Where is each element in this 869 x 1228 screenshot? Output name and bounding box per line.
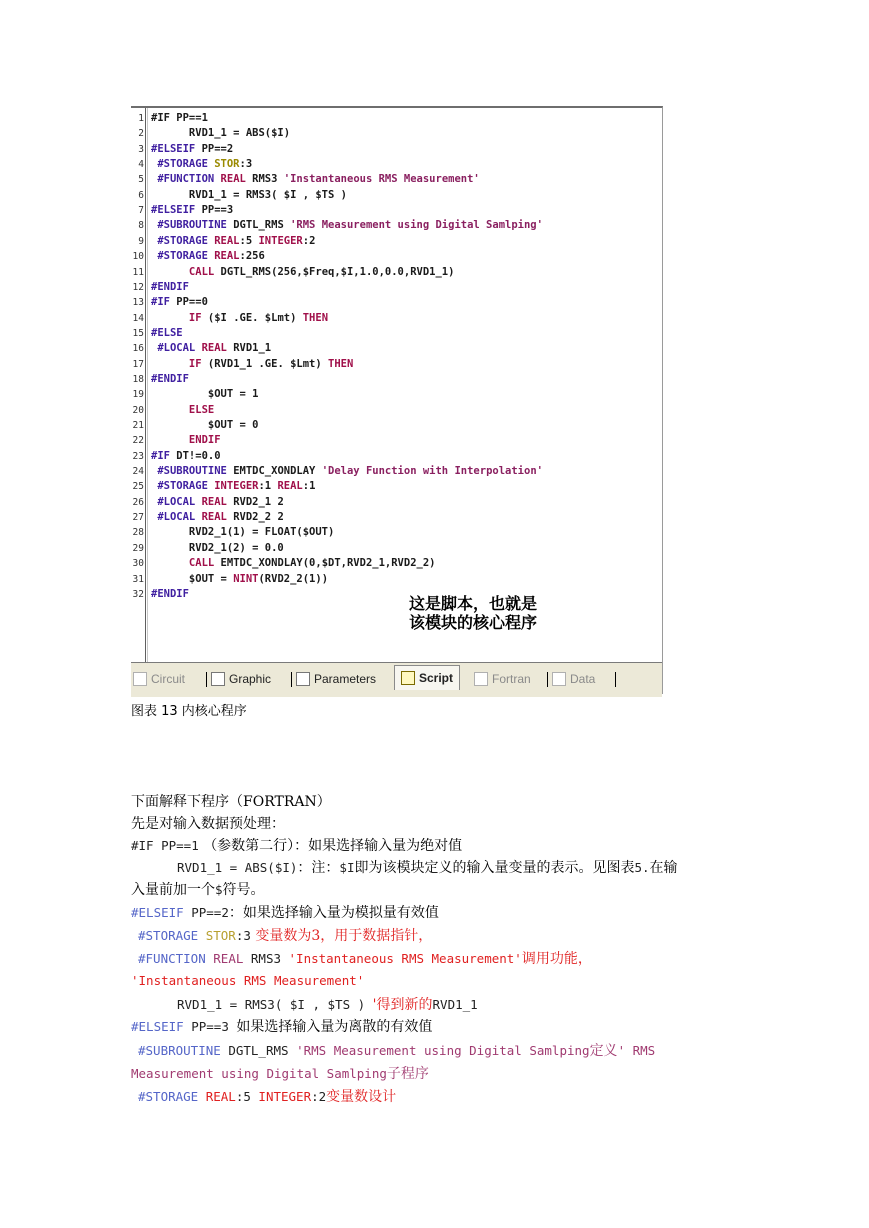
- code-text: [151, 433, 221, 448]
- tab-fortran-label: Fortran: [492, 672, 531, 686]
- line-number: 15: [132, 327, 144, 339]
- line-number: 27: [132, 512, 144, 524]
- code-snippet: PP==3: [183, 1019, 237, 1034]
- line-number: 4: [138, 159, 144, 171]
- code-snippet: :5: [235, 1089, 259, 1104]
- tab-circuit[interactable]: [133, 669, 185, 689]
- line-number: 29: [132, 542, 144, 554]
- code-text: [151, 495, 284, 510]
- explanation-text: 入量前加一个: [131, 882, 215, 898]
- code-token: DT!=0.0: [169, 449, 221, 462]
- code-token: :256: [239, 250, 265, 263]
- code-text: [151, 111, 208, 126]
- line-number: 23: [132, 450, 144, 462]
- annotation-line-2: 该模块的核心程序: [409, 613, 538, 632]
- string-literal: ' RMS: [617, 1043, 656, 1058]
- tab-separator: [206, 672, 207, 687]
- line-number: 19: [132, 389, 144, 401]
- code-token: RMS3: [245, 173, 284, 186]
- code-token: #IF: [151, 296, 170, 309]
- code-token: $OUT = 0: [151, 419, 259, 431]
- script-editor-screenshot: [131, 106, 663, 694]
- code-token: DGTL_RMS: [233, 219, 291, 232]
- code-snippet: #IF PP==1: [131, 838, 199, 853]
- code-snippet: RVD1_1 = RMS3( $I , $TS ): [177, 997, 373, 1012]
- doc-paragraph-2: 先是对输入数据预处理：: [131, 816, 285, 832]
- code-text: [151, 387, 258, 402]
- code-token: #IF PP==1: [151, 112, 208, 124]
- code-token: RVD2_1(1) = FLOAT($OUT): [151, 526, 335, 539]
- code-token: ENDIF: [151, 434, 221, 447]
- code-token: #ELSEIF: [151, 142, 196, 155]
- code-token: 'Instantaneous RMS Measurement': [283, 173, 480, 186]
- line-number: 7: [138, 205, 144, 217]
- code-token: RVD2_2 2: [226, 511, 284, 524]
- code-token: #STORAGE: [151, 158, 215, 171]
- doc-line-rms3: [177, 995, 478, 1015]
- code-token: #ENDIF: [151, 372, 189, 385]
- code-token: CALL: [151, 265, 221, 278]
- code-text: [151, 510, 284, 525]
- tab-script[interactable]: [394, 665, 460, 690]
- doc-line-elseif-pp3: [131, 1017, 432, 1037]
- code-token: ($I .GE. $Lmt): [207, 311, 303, 324]
- code-text: [151, 311, 328, 326]
- code-text: [151, 172, 480, 187]
- code-snippet: $I: [339, 860, 355, 875]
- string-literal: 'Instantaneous RMS Measurement': [288, 951, 522, 966]
- doc-line-if-pp1: [131, 836, 462, 856]
- code-snippet: PP==2: [183, 905, 229, 920]
- code-text: [151, 126, 290, 141]
- code-text: [151, 280, 189, 295]
- type-keyword: REAL: [213, 951, 244, 966]
- code-text: [151, 403, 214, 418]
- doc-line-elseif-pp2: [131, 903, 439, 923]
- keyword: #STORAGE: [138, 928, 206, 943]
- tab-separator: [547, 672, 548, 687]
- line-number: 10: [132, 251, 144, 263]
- code-token: 'RMS Measurement using Digital Samlping': [290, 219, 543, 232]
- pink-note: 子程序: [386, 1066, 429, 1082]
- code-token: REAL: [201, 511, 227, 524]
- code-text: [151, 265, 454, 280]
- tab-graphic[interactable]: [211, 669, 271, 689]
- type-keyword: REAL: [205, 1089, 236, 1104]
- code-text: [151, 157, 252, 172]
- explanation-text: 符号。: [222, 882, 265, 898]
- line-number: 22: [132, 435, 144, 447]
- code-snippet: $: [215, 882, 223, 897]
- code-token: NINT: [233, 572, 259, 585]
- code-text: [151, 218, 543, 233]
- code-token: #IF: [151, 449, 170, 462]
- line-number: 20: [132, 404, 144, 416]
- line-number: 13: [132, 297, 144, 309]
- code-text: [151, 203, 233, 218]
- tab-parameters-label: Parameters: [314, 672, 377, 686]
- code-text: [151, 572, 328, 587]
- code-token: THEN: [302, 311, 329, 324]
- tab-script-label: Script: [419, 671, 454, 685]
- doc-line-storage-stor: [138, 926, 432, 946]
- line-number: 17: [132, 358, 144, 370]
- figure-caption: 图表 13 内核心程序: [131, 704, 247, 719]
- code-text: [151, 341, 271, 356]
- code-token: RVD1_1 = ABS($I): [151, 127, 291, 140]
- string-literal: Measurement using Digital Samlping: [131, 1066, 387, 1081]
- gutter-divider: [147, 108, 148, 662]
- code-token: PP==0: [169, 296, 208, 309]
- code-text: [151, 234, 315, 249]
- code-text: [151, 541, 284, 556]
- code-token: STOR: [214, 158, 240, 171]
- code-text: [151, 418, 258, 433]
- line-number: 28: [132, 527, 144, 539]
- code-token: REAL: [220, 173, 246, 186]
- code-text: [151, 587, 189, 602]
- string-literal: 'RMS Measurement using Digital Samlping: [296, 1043, 590, 1058]
- code-token: RVD2_1 2: [226, 495, 284, 508]
- code-text: [151, 188, 347, 203]
- code-token: #SUBROUTINE: [151, 465, 234, 478]
- line-number: 12: [132, 281, 144, 293]
- explanation-text: 在输: [649, 860, 678, 876]
- code-text: [151, 326, 183, 341]
- tab-separator: [291, 672, 292, 687]
- explanation-text: 如果选择输入量为离散的有效值: [236, 1019, 433, 1035]
- red-note: '得到新的: [372, 997, 433, 1013]
- tab-parameters[interactable]: [296, 669, 376, 689]
- circuit-icon: [133, 672, 147, 686]
- code-token: :1: [258, 480, 278, 493]
- code-token: REAL: [277, 480, 303, 493]
- line-number: 2: [138, 128, 144, 140]
- code-token: PP==3: [195, 204, 234, 217]
- code-snippet: :2: [311, 1089, 327, 1104]
- line-number: 14: [132, 312, 144, 324]
- pink-note: 定义: [589, 1043, 618, 1059]
- code-text: [151, 464, 543, 479]
- line-number: 16: [132, 343, 144, 355]
- tab-circuit-label: Circuit: [151, 672, 186, 686]
- keyword: #ELSEIF: [131, 1019, 184, 1034]
- code-token: THEN: [328, 357, 354, 370]
- keyword: #FUNCTION: [138, 951, 214, 966]
- type-keyword: INTEGER: [258, 1089, 312, 1104]
- doc-line-subroutine: [138, 1041, 655, 1061]
- code-snippet: RVD1_1 = ABS($I): [177, 860, 298, 875]
- code-snippet: :3: [235, 928, 251, 943]
- line-number: 25: [132, 481, 144, 493]
- code-text: [151, 142, 233, 157]
- code-token: #ELSEIF: [151, 204, 196, 217]
- graphic-icon: [211, 672, 225, 686]
- annotation-note: [409, 594, 537, 632]
- code-token: (RVD1_1 .GE. $Lmt): [207, 357, 329, 370]
- code-text: [151, 249, 265, 264]
- code-token: INTEGER: [258, 234, 303, 247]
- line-number: 1: [138, 113, 144, 124]
- code-text: [151, 372, 189, 387]
- line-number: 6: [138, 189, 144, 201]
- code-token: :1: [302, 480, 316, 493]
- code-token: $OUT =: [151, 572, 234, 585]
- red-note: 调用功能，: [521, 951, 592, 967]
- code-token: #STORAGE: [151, 480, 215, 493]
- code-token: INTEGER: [214, 480, 259, 493]
- code-text: [151, 479, 315, 494]
- code-token: #SUBROUTINE: [151, 219, 234, 232]
- code-token: #LOCAL: [151, 342, 202, 355]
- code-token: #STORAGE: [151, 250, 215, 263]
- code-token: :2: [302, 234, 316, 247]
- explanation-text: 即为该模块定义的输入量变量的表示。见图表: [354, 860, 635, 876]
- code-token: (RVD2_2(1)): [258, 572, 329, 585]
- code-token: #LOCAL: [151, 495, 202, 508]
- doc-line-storage-real: [138, 1087, 396, 1107]
- line-number: 3: [138, 143, 144, 155]
- line-number: 32: [132, 588, 144, 600]
- line-number: 24: [132, 466, 144, 478]
- code-token: ELSE: [151, 403, 215, 416]
- code-text: [151, 449, 221, 464]
- line-number: 9: [138, 235, 144, 247]
- explanation-text: ：如果选择输入量为模拟量有效值: [228, 905, 439, 921]
- code-token: #ENDIF: [151, 280, 189, 293]
- code-token: REAL: [201, 342, 227, 355]
- code-token: :3: [239, 158, 253, 171]
- line-number: 11: [132, 266, 144, 278]
- code-token: #ENDIF: [151, 587, 189, 600]
- code-text: [151, 525, 334, 540]
- code-token: RVD2_1(2) = 0.0: [151, 541, 284, 554]
- line-number: 8: [138, 220, 144, 232]
- doc-line-function: [138, 949, 592, 969]
- string-literal: 'Instantaneous RMS Measurement': [131, 973, 365, 988]
- code-token: PP==2: [195, 142, 234, 155]
- code-snippet: RVD1_1: [432, 997, 478, 1012]
- code-snippet: RMS3: [243, 951, 289, 966]
- tab-separator: [615, 672, 616, 687]
- script-icon: [401, 671, 415, 685]
- doc-line-dollar-note: [131, 880, 265, 900]
- line-number: 31: [132, 573, 144, 585]
- doc-line-function-string: [131, 971, 364, 991]
- code-token: RVD1_1 = RMS3( $I , $TS ): [151, 188, 347, 201]
- code-token: REAL: [214, 234, 240, 247]
- code-text: [151, 295, 208, 310]
- red-note: 变量数设计: [326, 1089, 397, 1105]
- code-token: :5: [239, 234, 259, 247]
- line-number: 21: [132, 420, 144, 431]
- code-token: DGTL_RMS(256,$Freq,$I,1.0,0.0,RVD1_1): [220, 265, 455, 278]
- code-token: #STORAGE: [151, 234, 215, 247]
- tab-fortran[interactable]: [474, 669, 531, 689]
- code-token: IF: [151, 311, 208, 324]
- storage-type: STOR: [205, 928, 236, 943]
- doc-line-subroutine-cont: [131, 1064, 429, 1084]
- code-token: 'Delay Function with Interpolation': [321, 465, 543, 478]
- code-token: #ELSE: [151, 326, 183, 339]
- keyword: #SUBROUTINE: [138, 1043, 221, 1058]
- code-token: IF: [151, 357, 208, 370]
- line-number: 30: [132, 558, 144, 570]
- annotation-line-1: 这是脚本，也就是: [409, 594, 538, 613]
- explanation-text: ：注：: [297, 860, 340, 876]
- line-number: 18: [132, 373, 144, 385]
- code-token: $OUT = 1: [151, 388, 259, 401]
- code-snippet: 5.: [634, 860, 650, 875]
- line-number: 26: [132, 496, 144, 508]
- code-text: [151, 357, 353, 372]
- fortran-icon: [474, 672, 488, 686]
- doc-line-rvd-abs: [177, 858, 678, 878]
- code-snippet: DGTL_RMS: [220, 1043, 297, 1058]
- parameters-icon: [296, 672, 310, 686]
- red-note: 变量数为3，用于数据指针，: [255, 928, 433, 944]
- tab-data-label: Data: [570, 672, 596, 686]
- code-token: RVD1_1: [226, 342, 272, 355]
- code-text: [151, 556, 435, 571]
- editor-tab-bar: [131, 662, 662, 697]
- line-number: 5: [138, 174, 144, 186]
- code-token: REAL: [201, 495, 227, 508]
- code-token: REAL: [214, 250, 240, 263]
- explanation-text: （参数第二行）：如果选择输入量为绝对值: [203, 838, 463, 854]
- code-token: #LOCAL: [151, 511, 202, 524]
- code-token: CALL: [151, 557, 221, 570]
- tab-data[interactable]: [552, 669, 595, 689]
- data-icon: [552, 672, 566, 686]
- doc-paragraph-1: 下面解释下程序（FORTRAN）: [131, 794, 331, 810]
- keyword: #ELSEIF: [131, 905, 184, 920]
- tab-graphic-label: Graphic: [229, 672, 272, 686]
- code-token: #FUNCTION: [151, 173, 221, 186]
- code-token: EMTDC_XONDLAY(0,$DT,RVD2_1,RVD2_2): [220, 557, 436, 570]
- keyword: #STORAGE: [138, 1089, 206, 1104]
- code-token: EMTDC_XONDLAY: [233, 465, 322, 478]
